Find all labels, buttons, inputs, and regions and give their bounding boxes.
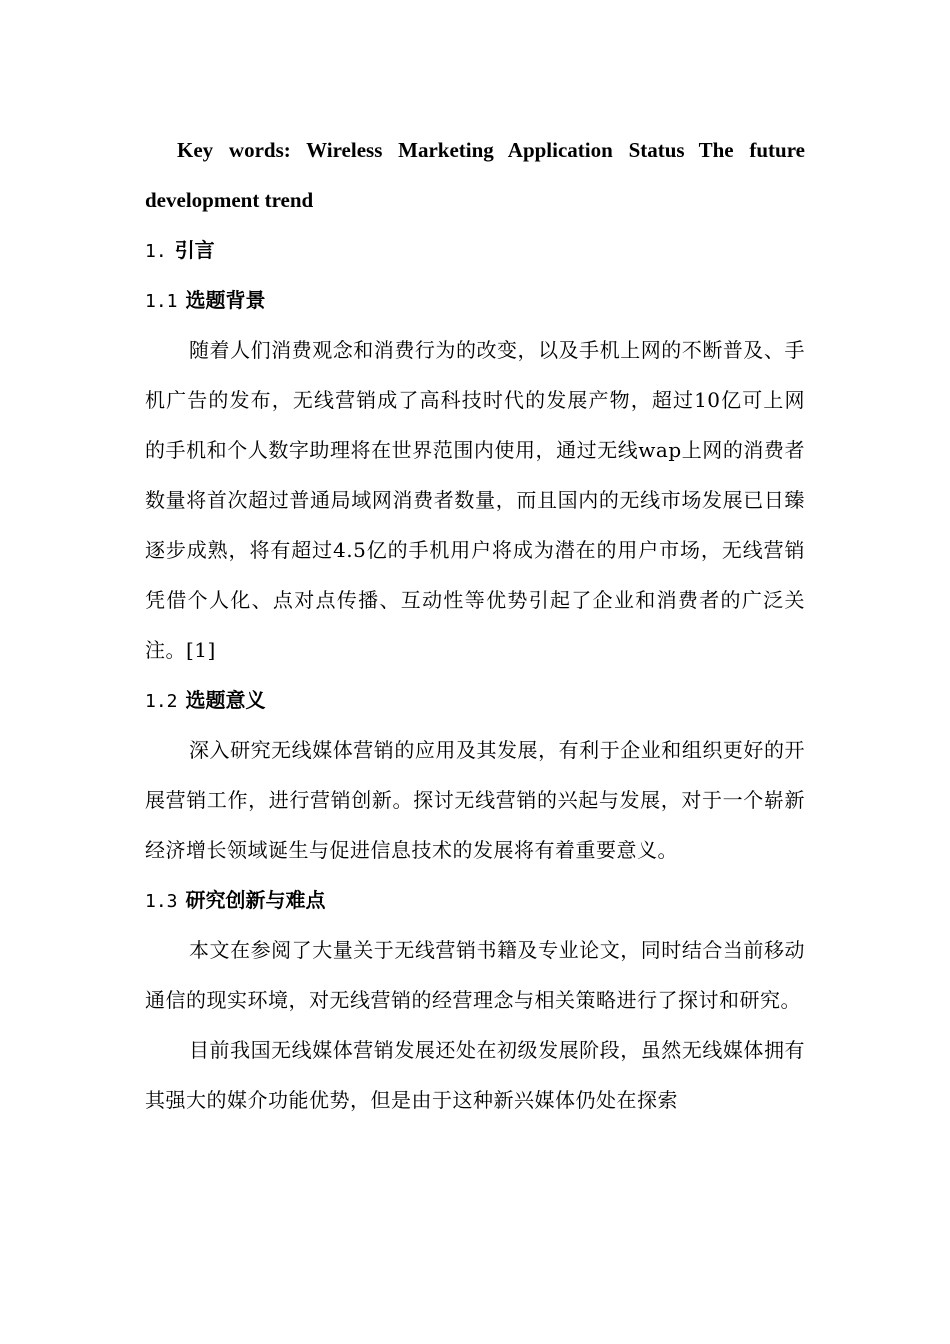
heading-1-1 bbox=[145, 275, 805, 325]
heading-number: 1.2 bbox=[145, 691, 178, 712]
heading-title: 研究创新与难点 bbox=[185, 888, 326, 912]
page-content bbox=[145, 125, 805, 1125]
paragraph-innovation-1: 本文在参阅了大量关于无线营销书籍及专业论文，同时结合当前移动通信的现实环境，对无线营销的经营理念与相关策略进行了探讨和研究。 bbox=[145, 938, 805, 1012]
keyword-future: The future bbox=[698, 138, 805, 162]
keywords-line-1 bbox=[145, 125, 805, 175]
paragraph-background: 随着人们消费观念和消费行为的改变，以及手机上网的不断普及、手机广告的发布，无线营销成了高科技时代的发展产物，超过10亿可上网的手机和个人数字助理将在世界范围内使用，通过无线wap上网的消费者数量将首次超过普通局域网消费者数量，而且国内的无线市场发展已日臻逐步成熟，将有超过4.5亿的手机用户将成为潜在的用户市场，无线营销凭借个人化、点对点传播、互动性等优势引起了企业和消费者的广泛关注。[1] bbox=[145, 338, 805, 662]
heading-number: 1. bbox=[145, 241, 167, 262]
heading-1-2 bbox=[145, 675, 805, 725]
heading-title: 选题意义 bbox=[185, 688, 266, 712]
heading-1-3 bbox=[145, 875, 805, 925]
paragraph-innovation-2: 目前我国无线媒体营销发展还处在初级发展阶段，虽然无线媒体拥有其强大的媒介功能优势，但是由于这种新兴媒体仍处在探索 bbox=[145, 1038, 805, 1112]
keywords-line-2: development trend bbox=[145, 188, 314, 212]
heading-title: 引言 bbox=[174, 238, 215, 262]
heading-introduction bbox=[145, 225, 805, 275]
keyword-application-status: Application Status bbox=[507, 138, 685, 162]
paragraph-significance: 深入研究无线媒体营销的应用及其发展，有利于企业和组织更好的开展营销工作，进行营销创新。探讨无线营销的兴起与发展，对于一个崭新经济增长领域诞生与促进信息技术的发展将有着重要意义。 bbox=[145, 738, 805, 862]
keywords-block bbox=[145, 125, 805, 225]
keywords-label: Key words: Wireless Marketing bbox=[177, 138, 494, 162]
heading-number: 1.1 bbox=[145, 291, 178, 312]
heading-title: 选题背景 bbox=[185, 288, 266, 312]
heading-number: 1.3 bbox=[145, 891, 178, 912]
